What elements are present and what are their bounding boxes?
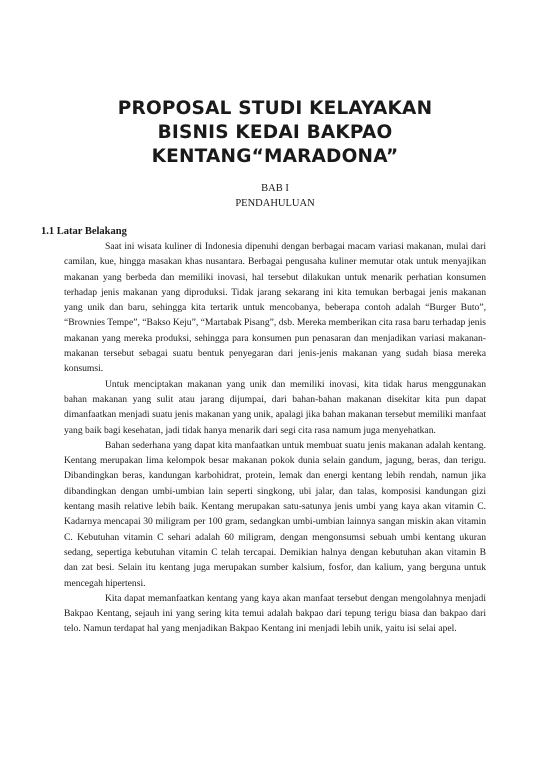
chapter-title: PENDAHULUAN: [235, 198, 315, 209]
title-line: KENTANG“MARADONA”: [151, 146, 399, 167]
paragraph: Saat ini wisata kuliner di Indonesia dipenuhi dengan berbagai macam variasi makanan, mulai dari camilan, kue, hingga masakan khas nusantara. Berbagai pengusaha kuliner memutar otak untuk menyajikan makanan yang berbeda dan memiliki inovasi, hal tersebut dilakukan untuk menarik perhatian konsumen terhadap jenis makanan yang diproduksi. Tidak jarang sekarang ini kita temukan berbagai jenis makanan yang unik dan baru, sehingga kita tertarik untuk mencobanya, beberapa contoh adalah “Burger Buto”, “Brownies Tempe”, “Bakso Keju”, “Martabak Pisang”, dsb. Mereka memberikan cita rasa baru terhadap jenis makanan yang mereka produksi, sehingga para konsumen pun penasaran dan menjadikan variasi makanan-makanan tersebut sebagai suatu bentuk penyegaran dari jenis-jenis makanan yang sudah biasa mereka konsumsi.: [64, 241, 486, 375]
title-line: BISNIS KEDAI BAKPAO: [157, 122, 393, 143]
document-title: [40, 97, 510, 169]
paragraph: Untuk menciptakan makanan yang unik dan memiliki inovasi, kita tidak harus menggunakan bahan makanan yang sulit atau jarang dijumpai, dari bahan-bahan makanan disekitar kita pun dapat dimanfaatkan menjadi suatu jenis makanan yang unik, apalagi jika bahan makanan tersebut memiliki manfaat yang baik bagi kesehatan, jadi tidak hanya menarik dari segi cita rasa namum juga menyehatkan.: [64, 378, 486, 436]
title-line: PROPOSAL STUDI KELAYAKAN: [117, 98, 433, 119]
body-text: [64, 239, 486, 637]
paragraph: Bahan sederhana yang dapat kita manfaatkan untuk membuat suatu jenis makanan adalah kentang. Kentang merupakan lima kelompok besar makanan pokok dunia selain gandum, jagung, beras, dan terigu. Dibandingkan beras, kandungan karbohidrat, protein, lemak dan energi kentang lebih rendah, namun jika dibandingkan dengan umbi-umbian lain seperti singkong, ubi jalar, dan talas, komposisi kandungan gizi kentang masih relative lebih baik. Kentang merupakan satu-satunya jenis umbi yang kaya akan vitamin C. Kadarnya mencapai 30 miligram per 100 gram, sedangkan umbi-umbian lainnya sangan miskin akan vitamin C. Kebutuhan vitamin C sehari adalah 60 miligram, dengan mengonsumsi sebuah umbi kentang ukuran sedang, sepertiga kebutuhan vitamin C telah tercapai. Demikian halnya dengan kebutuhan akan vitamin B dan zat besi. Selain itu kentang juga merupakan sumber kalsium, fosfor, dan kalium, yang berguna untuk mencegah hipertensi.: [64, 439, 486, 589]
chapter-number: BAB I: [261, 183, 289, 194]
section-heading: 1.1 Latar Belakang: [41, 226, 127, 237]
paragraph: Kita dapat memanfaatkan kentang yang kaya akan manfaat tersebut dengan mengolahnya menjadi Bakpao Kentang, sejauh ini yang sering kita temui adalah bakpao dari tepung terigu biasa dan bakpao dari telo. Namun terdapat hal yang menjadikan Bakpao Kentang ini menjadi lebih unik, yaitu isi selai apel.: [64, 592, 486, 635]
